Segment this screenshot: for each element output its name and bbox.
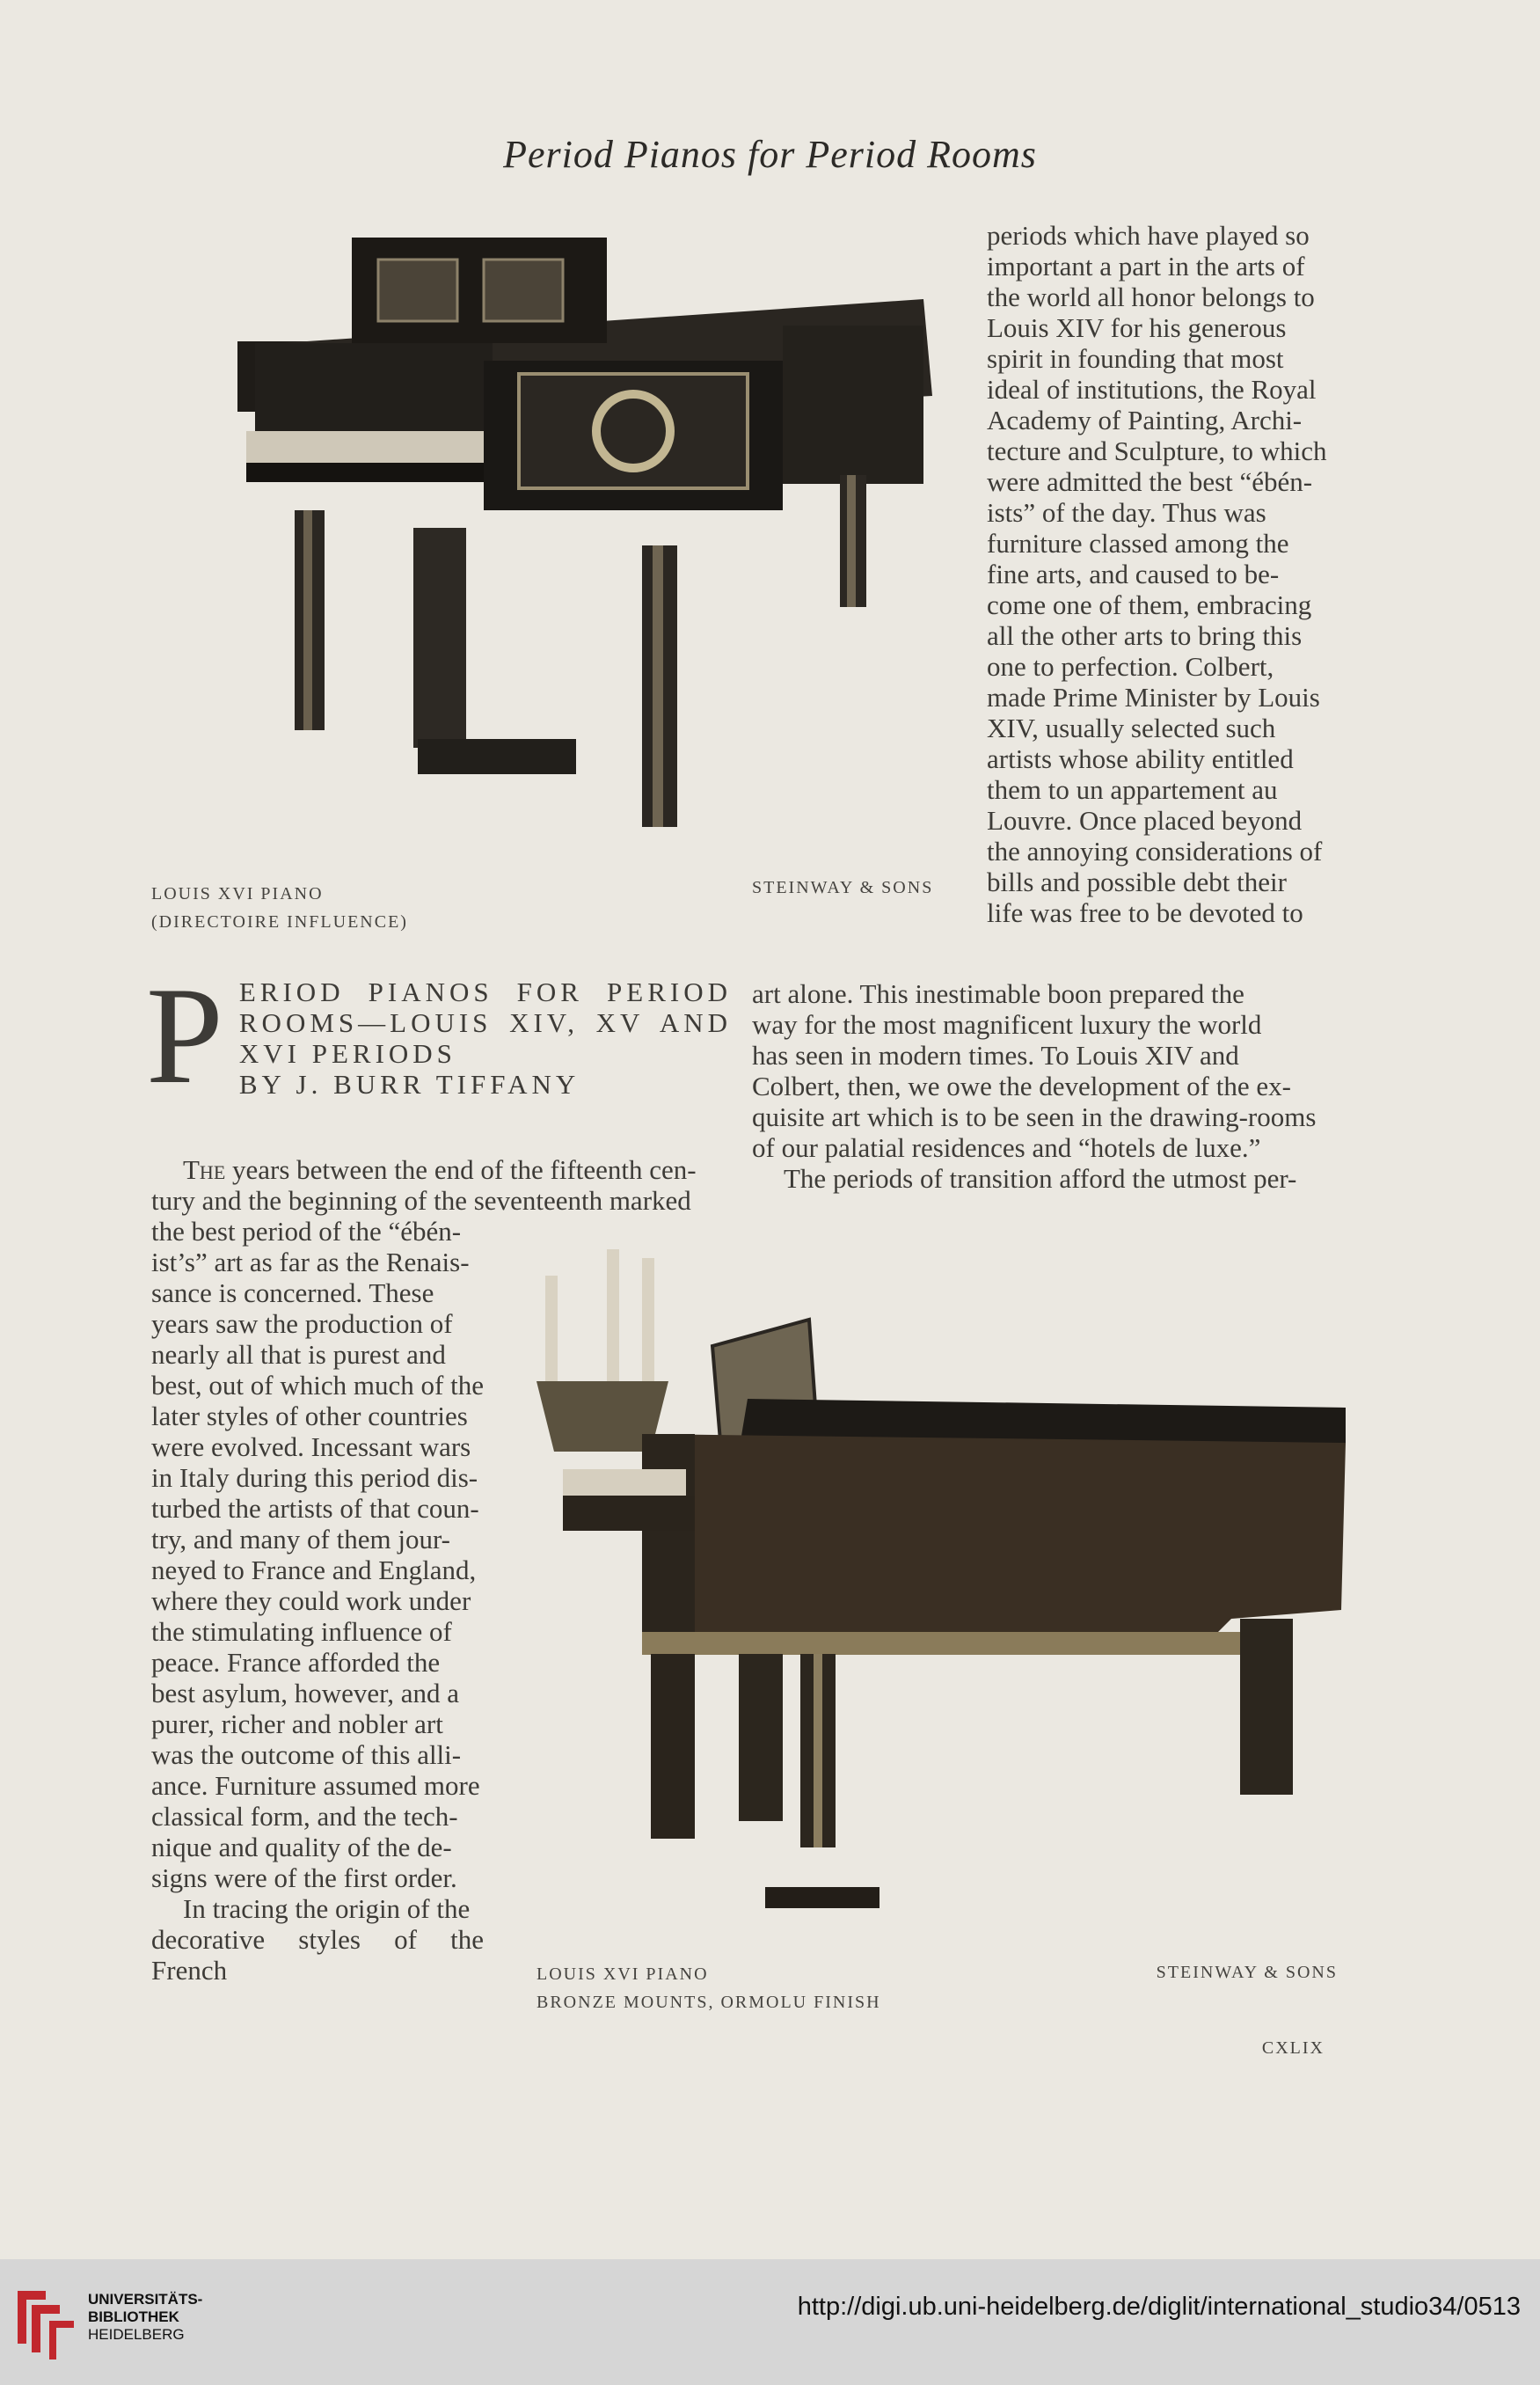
text-line: the best period of the “ébén- (151, 1216, 462, 1247)
text-line: Academy of Painting, Archi- (987, 405, 1303, 435)
text-line: was the outcome of this alli- (151, 1739, 462, 1770)
title-line: ROOMS—LOUIS XIV, XV AND (238, 1007, 732, 1038)
text-line: the stimulating influence of (151, 1616, 452, 1647)
text-line: try, and many of them jour- (151, 1524, 451, 1555)
text-line: them to un appartement au (987, 774, 1278, 805)
text-line: The periods of transition afford the utmost per- (784, 1163, 1297, 1194)
logo-line: HEIDELBERG (88, 2326, 185, 2343)
text-line: best, out of which much of the (151, 1370, 484, 1401)
right-column-top (987, 220, 1337, 928)
text-line: XIV, usually selected such (987, 713, 1276, 743)
text-line: neyed to France and England, (151, 1555, 477, 1585)
text-line: life was free to be devoted to (987, 897, 1303, 928)
title-line byline: BY J. BURR TIFFANY (238, 1069, 580, 1100)
left-column-lead (151, 1154, 727, 1216)
library-logo-icon (11, 2282, 81, 2361)
figure-2-caption-right: STEINWAY & SONS (1156, 1963, 1338, 1982)
text-line: the world all honor belongs to (987, 282, 1315, 312)
library-logo-text (88, 2291, 202, 2344)
text-line: tury and the beginning of the seventeenth marked (151, 1185, 691, 1216)
caption-line: LOUIS XVI PIANO (536, 1964, 709, 1984)
footer-bar (0, 2259, 1540, 2385)
text-line: all the other arts to bring this (987, 620, 1303, 651)
running-head: Period Pianos for Period Rooms (503, 133, 1037, 176)
text-line: fine arts, and caused to be- (987, 559, 1280, 589)
text-line: of our palatial residences and “hotels de luxe.” (752, 1132, 1261, 1163)
text-line: ideal of institutions, the Royal (987, 374, 1317, 405)
text-line: tecture and Sculpture, to which (987, 435, 1327, 466)
lead-text: years between the end of the fifteenth cen- (232, 1154, 697, 1185)
text-line: furniture classed among the (987, 528, 1289, 559)
text-line: art alone. This inestimable boon prepared the (752, 978, 1244, 1009)
left-column-narrow (151, 1216, 484, 1986)
piano-directoire-illustration (150, 211, 941, 845)
text-line: periods which have played so (987, 220, 1310, 251)
text-line: way for the most magnificent luxury the world (752, 1009, 1262, 1040)
figure-1-caption-left (151, 880, 408, 936)
figure-2-caption-left (536, 1960, 881, 2016)
drop-cap: P (146, 959, 223, 1113)
figure-1-piano-image (150, 211, 941, 845)
source-url-link[interactable]: http://digi.ub.uni-heidelberg.de/diglit/international_studio34/0513 (797, 2293, 1521, 2321)
lead-word: The (183, 1154, 226, 1185)
text-line: has seen in modern times. To Louis XIV and (752, 1040, 1239, 1071)
text-line: important a part in the arts of (987, 251, 1305, 282)
text-line: nique and quality of the de- (151, 1832, 452, 1862)
text-line: classical form, and the tech- (151, 1801, 458, 1832)
text-line: later styles of other countries (151, 1401, 468, 1431)
text-line: bills and possible debt their (987, 867, 1287, 897)
text-line: artists whose ability entitled (987, 743, 1294, 774)
text-line (151, 1154, 727, 1185)
text-line: the annoying considerations of (987, 836, 1323, 867)
figure-1-caption-right: STEINWAY & SONS (752, 878, 934, 897)
text-line: signs were of the first order. (151, 1862, 457, 1893)
text-line: sance is concerned. These (151, 1277, 434, 1308)
caption-line: BRONZE MOUNTS, ORMOLU FINISH (536, 1993, 881, 2012)
text-line: peace. France afforded the (151, 1647, 441, 1678)
text-line: ance. Furniture assumed more (151, 1770, 480, 1801)
text-line: spirit in founding that most (987, 343, 1284, 374)
text-line: ist’s” art as far as the Renais- (151, 1247, 470, 1277)
caption-line: (DIRECTOIRE INFLUENCE) (151, 912, 408, 932)
text-line: where they could work under (151, 1585, 471, 1616)
text-line: made Prime Minister by Louis (987, 682, 1320, 713)
text-line: come one of them, embracing (987, 589, 1312, 620)
article-title (146, 959, 732, 1117)
text-line: were admitted the best “ébén- (987, 466, 1313, 497)
text-line: years saw the production of (151, 1308, 453, 1339)
text-line: Louvre. Once placed beyond (987, 805, 1303, 836)
text-line: decorative styles of the French (151, 1924, 484, 1986)
caption-line: LOUIS XVI PIANO (151, 884, 324, 904)
text-line: purer, richer and nobler art (151, 1708, 443, 1739)
logo-line: BIBLIOTHEK (88, 2308, 179, 2325)
text-line: in Italy during this period dis- (151, 1462, 478, 1493)
text-line: Colbert, then, we owe the development of the ex- (752, 1071, 1291, 1101)
text-line: were evolved. Incessant wars (151, 1431, 471, 1462)
text-line: nearly all that is purest and (151, 1339, 446, 1370)
piano-louis-xvi-illustration (510, 1240, 1354, 1927)
text-line: turbed the artists of that coun- (151, 1493, 479, 1524)
page-number: CXLIX (1261, 2038, 1325, 2058)
text-line: ists” of the day. Thus was (987, 497, 1266, 528)
text-line: one to perfection. Colbert, (987, 651, 1274, 682)
figure-2-piano-image (510, 1240, 1354, 1927)
title-line: XVI PERIODS (238, 1038, 456, 1069)
text-line: best asylum, however, and a (151, 1678, 459, 1708)
text-line: Louis XIV for his generous (987, 312, 1287, 343)
title-line: ERIOD PIANOS FOR PERIOD (238, 977, 732, 1007)
right-column-middle (752, 978, 1337, 1194)
text-line: quisite art which is to be seen in the drawing-rooms (752, 1101, 1317, 1132)
text-line: In tracing the origin of the (183, 1893, 471, 1924)
logo-line: UNIVERSITÄTS- (88, 2291, 203, 2308)
